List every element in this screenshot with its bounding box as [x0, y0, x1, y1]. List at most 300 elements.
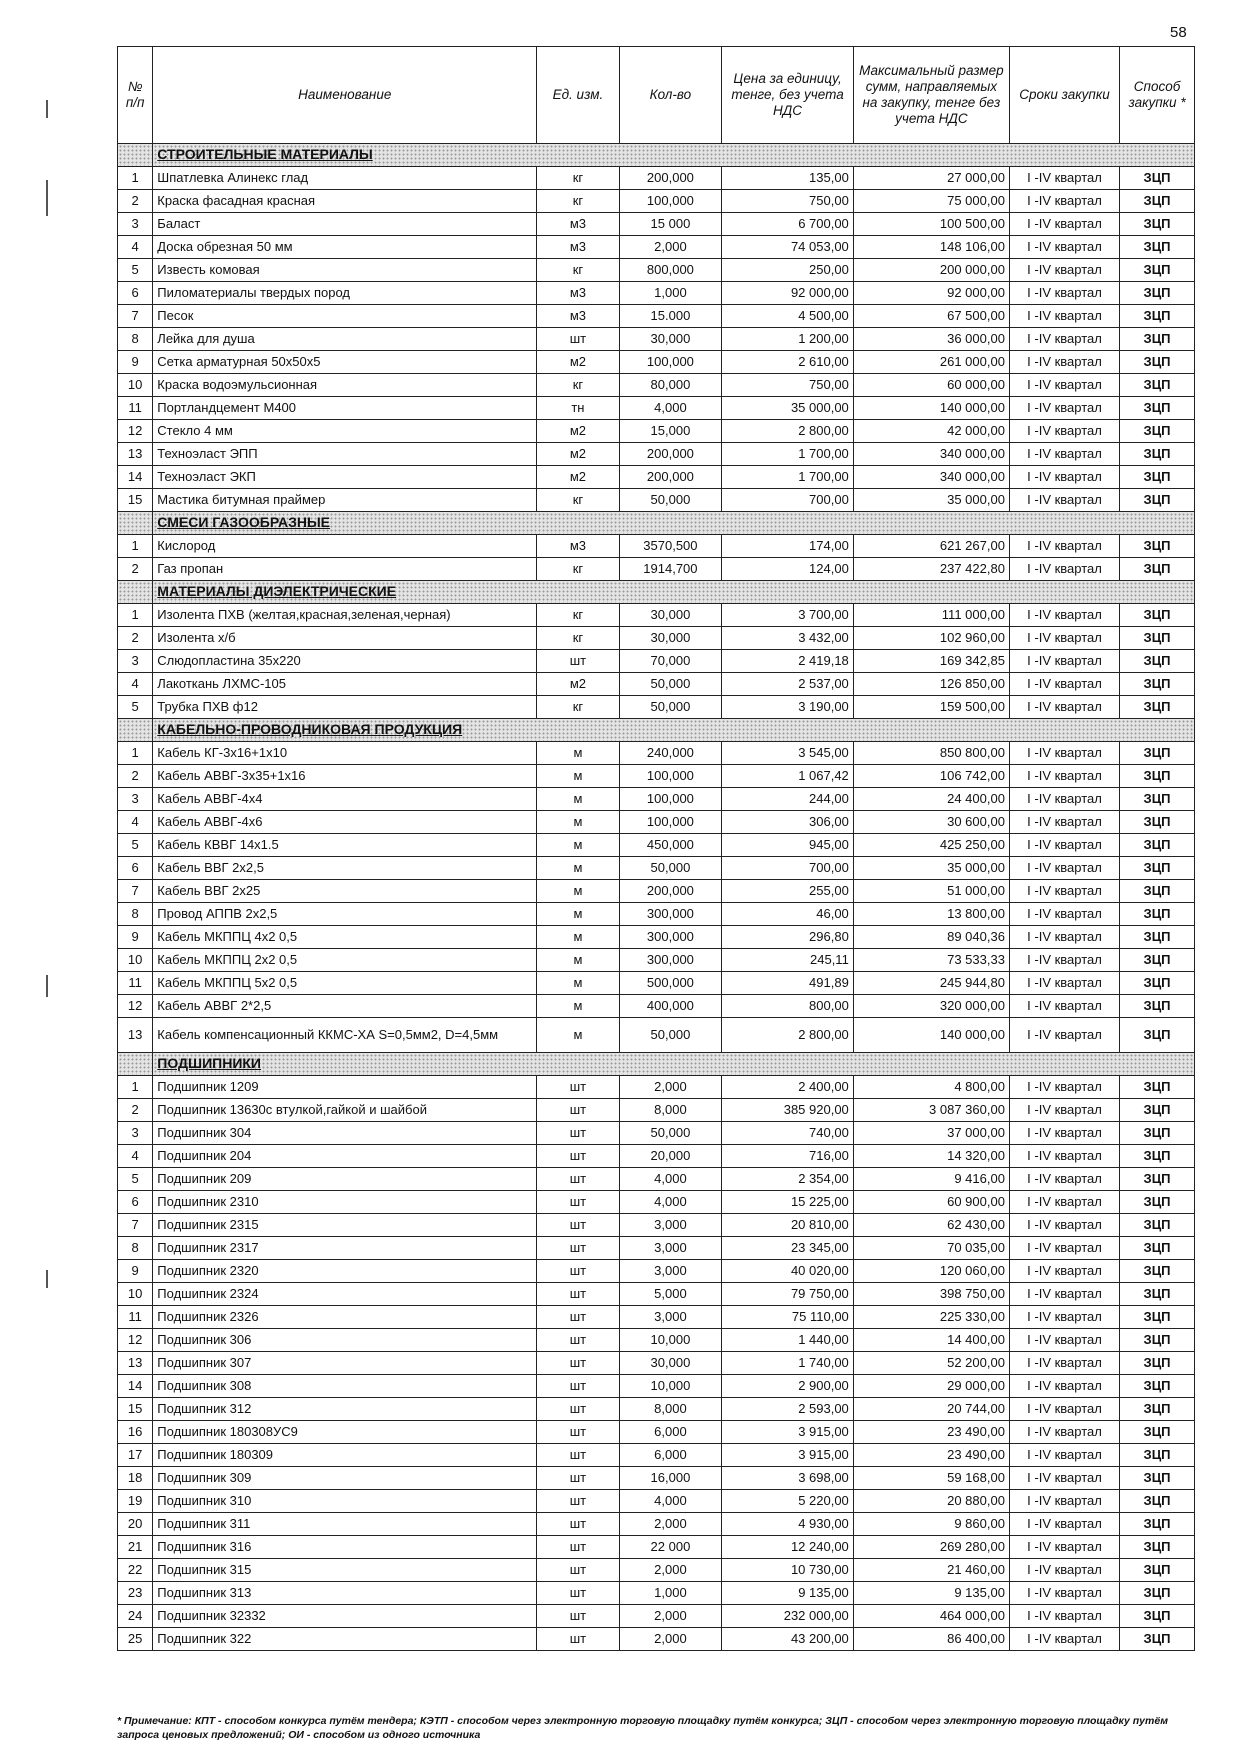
table-row: [118, 466, 1195, 489]
section-spacer: [118, 719, 153, 742]
item-unit: м: [537, 949, 619, 972]
item-unit: шт: [537, 1306, 619, 1329]
item-term: I -IV квартал: [1009, 1237, 1119, 1260]
item-name: Техноэласт ЭПП: [153, 443, 537, 466]
row-number: 1: [118, 1076, 153, 1099]
header-unit: Ед. изм.: [537, 47, 619, 144]
item-unit: кг: [537, 696, 619, 719]
row-number: 9: [118, 926, 153, 949]
row-number: 11: [118, 972, 153, 995]
item-method: ЗЦП: [1120, 558, 1195, 581]
item-term: I -IV квартал: [1009, 328, 1119, 351]
header-term: Сроки закупки: [1009, 47, 1119, 144]
table-row: [118, 190, 1195, 213]
row-number: 7: [118, 880, 153, 903]
table-row: [118, 972, 1195, 995]
item-term: I -IV квартал: [1009, 351, 1119, 374]
item-method: ЗЦП: [1120, 1018, 1195, 1053]
row-number: 16: [118, 1421, 153, 1444]
item-unit: шт: [537, 1490, 619, 1513]
item-name: Подшипник 310: [153, 1490, 537, 1513]
item-quantity: 100,000: [619, 788, 722, 811]
item-max-sum: 35 000,00: [853, 489, 1009, 512]
item-term: I -IV квартал: [1009, 1214, 1119, 1237]
item-term: I -IV квартал: [1009, 190, 1119, 213]
scan-mark: [46, 180, 48, 216]
item-unit: м2: [537, 420, 619, 443]
table-row: [118, 351, 1195, 374]
item-term: I -IV квартал: [1009, 558, 1119, 581]
item-unit-price: 79 750,00: [722, 1283, 854, 1306]
item-max-sum: 340 000,00: [853, 466, 1009, 489]
item-quantity: 2,000: [619, 1076, 722, 1099]
item-max-sum: 850 800,00: [853, 742, 1009, 765]
item-unit-price: 244,00: [722, 788, 854, 811]
row-number: 9: [118, 1260, 153, 1283]
item-quantity: 1,000: [619, 1582, 722, 1605]
item-name: Кабель ВВГ 2х2,5: [153, 857, 537, 880]
row-number: 6: [118, 1191, 153, 1214]
item-unit: тн: [537, 397, 619, 420]
table-row: [118, 1214, 1195, 1237]
item-method: ЗЦП: [1120, 420, 1195, 443]
item-quantity: 500,000: [619, 972, 722, 995]
item-unit: шт: [537, 1352, 619, 1375]
item-quantity: 2,000: [619, 1628, 722, 1651]
item-unit: шт: [537, 1559, 619, 1582]
item-method: ЗЦП: [1120, 1076, 1195, 1099]
item-term: I -IV квартал: [1009, 1099, 1119, 1122]
item-unit-price: 5 220,00: [722, 1490, 854, 1513]
item-method: ЗЦП: [1120, 374, 1195, 397]
item-unit-price: 232 000,00: [722, 1605, 854, 1628]
item-unit: кг: [537, 627, 619, 650]
item-unit-price: 174,00: [722, 535, 854, 558]
item-unit-price: 800,00: [722, 995, 854, 1018]
table-row: [118, 834, 1195, 857]
item-term: I -IV квартал: [1009, 995, 1119, 1018]
item-method: ЗЦП: [1120, 489, 1195, 512]
item-term: I -IV квартал: [1009, 604, 1119, 627]
item-quantity: 50,000: [619, 696, 722, 719]
item-name: Сетка арматурная 50х50х5: [153, 351, 537, 374]
item-name: Шпатлевка Алинекс глад: [153, 167, 537, 190]
item-unit-price: 40 020,00: [722, 1260, 854, 1283]
header-name: Наименование: [153, 47, 537, 144]
row-number: 5: [118, 834, 153, 857]
row-number: 18: [118, 1467, 153, 1490]
item-method: ЗЦП: [1120, 190, 1195, 213]
item-unit: шт: [537, 1605, 619, 1628]
item-max-sum: 225 330,00: [853, 1306, 1009, 1329]
item-unit-price: 3 700,00: [722, 604, 854, 627]
table-row: [118, 788, 1195, 811]
row-number: 2: [118, 765, 153, 788]
table-row: [118, 949, 1195, 972]
table-row: [118, 1237, 1195, 1260]
item-unit: м2: [537, 351, 619, 374]
row-number: 8: [118, 1237, 153, 1260]
item-max-sum: 67 500,00: [853, 305, 1009, 328]
table-row: [118, 673, 1195, 696]
item-method: ЗЦП: [1120, 305, 1195, 328]
item-name: Стекло 4 мм: [153, 420, 537, 443]
item-name: Подшипник 13630с втулкой,гайкой и шайбой: [153, 1099, 537, 1122]
item-method: ЗЦП: [1120, 604, 1195, 627]
item-term: I -IV квартал: [1009, 1076, 1119, 1099]
table-row: [118, 213, 1195, 236]
row-number: 4: [118, 673, 153, 696]
item-unit: м3: [537, 213, 619, 236]
item-max-sum: 37 000,00: [853, 1122, 1009, 1145]
item-unit: кг: [537, 190, 619, 213]
table-row: [118, 236, 1195, 259]
row-number: 20: [118, 1513, 153, 1536]
table-row: [118, 1329, 1195, 1352]
item-method: ЗЦП: [1120, 535, 1195, 558]
item-unit: кг: [537, 374, 619, 397]
item-term: I -IV квартал: [1009, 857, 1119, 880]
item-name: Баласт: [153, 213, 537, 236]
table-row: [118, 765, 1195, 788]
item-unit: м2: [537, 673, 619, 696]
item-unit-price: 2 419,18: [722, 650, 854, 673]
item-term: I -IV квартал: [1009, 903, 1119, 926]
item-max-sum: 261 000,00: [853, 351, 1009, 374]
item-quantity: 100,000: [619, 811, 722, 834]
item-quantity: 300,000: [619, 903, 722, 926]
row-number: 25: [118, 1628, 153, 1651]
item-term: I -IV квартал: [1009, 443, 1119, 466]
table-row: [118, 995, 1195, 1018]
item-max-sum: 148 106,00: [853, 236, 1009, 259]
item-name: Лейка для душа: [153, 328, 537, 351]
item-max-sum: 13 800,00: [853, 903, 1009, 926]
item-quantity: 30,000: [619, 604, 722, 627]
item-unit-price: 35 000,00: [722, 397, 854, 420]
item-method: ЗЦП: [1120, 1306, 1195, 1329]
item-unit: м2: [537, 443, 619, 466]
item-quantity: 3,000: [619, 1306, 722, 1329]
item-name: Подшипник 180309: [153, 1444, 537, 1467]
item-unit: шт: [537, 1145, 619, 1168]
row-number: 22: [118, 1559, 153, 1582]
item-term: I -IV квартал: [1009, 880, 1119, 903]
item-method: ЗЦП: [1120, 1329, 1195, 1352]
section-title: ПОДШИПНИКИ: [153, 1053, 1195, 1076]
item-method: ЗЦП: [1120, 1122, 1195, 1145]
item-method: ЗЦП: [1120, 880, 1195, 903]
item-quantity: 3,000: [619, 1214, 722, 1237]
item-max-sum: 120 060,00: [853, 1260, 1009, 1283]
item-unit: шт: [537, 1099, 619, 1122]
item-quantity: 200,000: [619, 880, 722, 903]
item-max-sum: 51 000,00: [853, 880, 1009, 903]
item-unit-price: 46,00: [722, 903, 854, 926]
item-unit: м: [537, 880, 619, 903]
row-number: 10: [118, 374, 153, 397]
item-name: Подшипник 2310: [153, 1191, 537, 1214]
table-row: [118, 443, 1195, 466]
item-unit: кг: [537, 604, 619, 627]
item-method: ЗЦП: [1120, 788, 1195, 811]
item-name: Подшипник 2326: [153, 1306, 537, 1329]
table-row: [118, 1352, 1195, 1375]
table-row: [118, 857, 1195, 880]
item-unit-price: 124,00: [722, 558, 854, 581]
item-quantity: 800,000: [619, 259, 722, 282]
item-quantity: 200,000: [619, 443, 722, 466]
table-row: [118, 1490, 1195, 1513]
scan-mark: [46, 975, 48, 997]
item-name: Кабель МКППЦ 5х2 0,5: [153, 972, 537, 995]
table-row: [118, 1018, 1195, 1053]
item-name: Подшипник 2317: [153, 1237, 537, 1260]
table-row: [118, 305, 1195, 328]
item-method: ЗЦП: [1120, 1582, 1195, 1605]
item-unit-price: 2 593,00: [722, 1398, 854, 1421]
item-name: Изолента х/б: [153, 627, 537, 650]
table-row: [118, 1582, 1195, 1605]
item-term: I -IV квартал: [1009, 926, 1119, 949]
table-row: [118, 1306, 1195, 1329]
table-row: [118, 1191, 1195, 1214]
item-unit: шт: [537, 1467, 619, 1490]
item-method: ЗЦП: [1120, 673, 1195, 696]
item-max-sum: 75 000,00: [853, 190, 1009, 213]
item-max-sum: 106 742,00: [853, 765, 1009, 788]
item-method: ЗЦП: [1120, 351, 1195, 374]
item-max-sum: 29 000,00: [853, 1375, 1009, 1398]
item-max-sum: 23 490,00: [853, 1421, 1009, 1444]
row-number: 5: [118, 259, 153, 282]
item-name: Подшипник 313: [153, 1582, 537, 1605]
item-quantity: 1,000: [619, 282, 722, 305]
item-unit-price: 92 000,00: [722, 282, 854, 305]
table-row: [118, 259, 1195, 282]
item-method: ЗЦП: [1120, 1214, 1195, 1237]
table-row: [118, 1099, 1195, 1122]
table-header-row: [118, 47, 1195, 144]
header-price: Цена за единицу, тенге, без учета НДС: [722, 47, 854, 144]
item-term: I -IV квартал: [1009, 1582, 1119, 1605]
table-row: [118, 397, 1195, 420]
row-number: 19: [118, 1490, 153, 1513]
item-max-sum: 111 000,00: [853, 604, 1009, 627]
item-unit: шт: [537, 1421, 619, 1444]
table-row: [118, 489, 1195, 512]
row-number: 13: [118, 1018, 153, 1053]
item-method: ЗЦП: [1120, 949, 1195, 972]
header-method: Способ закупки *: [1120, 47, 1195, 144]
item-unit-price: 245,11: [722, 949, 854, 972]
item-quantity: 2,000: [619, 1605, 722, 1628]
item-quantity: 10,000: [619, 1329, 722, 1352]
item-term: I -IV квартал: [1009, 972, 1119, 995]
item-unit: шт: [537, 1628, 619, 1651]
item-method: ЗЦП: [1120, 1283, 1195, 1306]
row-number: 14: [118, 1375, 153, 1398]
item-unit-price: 1 700,00: [722, 466, 854, 489]
item-term: I -IV квартал: [1009, 420, 1119, 443]
item-name: Подшипник 316: [153, 1536, 537, 1559]
item-max-sum: 86 400,00: [853, 1628, 1009, 1651]
item-method: ЗЦП: [1120, 167, 1195, 190]
item-method: ЗЦП: [1120, 650, 1195, 673]
section-spacer: [118, 512, 153, 535]
item-max-sum: 92 000,00: [853, 282, 1009, 305]
item-name: Пиломатериалы твердых пород: [153, 282, 537, 305]
item-max-sum: 62 430,00: [853, 1214, 1009, 1237]
item-quantity: 1914,700: [619, 558, 722, 581]
item-unit: м: [537, 903, 619, 926]
item-unit-price: 2 610,00: [722, 351, 854, 374]
item-max-sum: 9 416,00: [853, 1168, 1009, 1191]
item-name: Лакоткань ЛХМС-105: [153, 673, 537, 696]
item-max-sum: 73 533,33: [853, 949, 1009, 972]
item-unit-price: 3 432,00: [722, 627, 854, 650]
item-max-sum: 621 267,00: [853, 535, 1009, 558]
item-method: ЗЦП: [1120, 1628, 1195, 1651]
item-term: I -IV квартал: [1009, 696, 1119, 719]
item-unit: шт: [537, 1191, 619, 1214]
item-unit: шт: [537, 1237, 619, 1260]
item-unit: шт: [537, 1536, 619, 1559]
item-quantity: 2,000: [619, 1559, 722, 1582]
item-unit-price: 385 920,00: [722, 1099, 854, 1122]
item-name: Подшипник 312: [153, 1398, 537, 1421]
item-method: ЗЦП: [1120, 834, 1195, 857]
item-method: ЗЦП: [1120, 765, 1195, 788]
item-term: I -IV квартал: [1009, 1421, 1119, 1444]
item-max-sum: 340 000,00: [853, 443, 1009, 466]
item-name: Подшипник 304: [153, 1122, 537, 1145]
item-name: Подшипник 308: [153, 1375, 537, 1398]
item-unit: шт: [537, 1398, 619, 1421]
item-name: Кабель ВВГ 2х25: [153, 880, 537, 903]
item-max-sum: 89 040,36: [853, 926, 1009, 949]
item-method: ЗЦП: [1120, 1513, 1195, 1536]
item-name: Портландцемент М400: [153, 397, 537, 420]
item-method: ЗЦП: [1120, 1099, 1195, 1122]
row-number: 21: [118, 1536, 153, 1559]
item-name: Подшипник 209: [153, 1168, 537, 1191]
item-quantity: 200,000: [619, 167, 722, 190]
row-number: 3: [118, 650, 153, 673]
scan-mark: [46, 1270, 48, 1288]
item-term: I -IV квартал: [1009, 374, 1119, 397]
item-name: Краска водоэмульсионная: [153, 374, 537, 397]
procurement-table: [117, 46, 1195, 1651]
section-title: МАТЕРИАЛЫ ДИЭЛЕКТРИЧЕСКИЕ: [153, 581, 1195, 604]
item-quantity: 2,000: [619, 1513, 722, 1536]
item-unit: шт: [537, 1214, 619, 1237]
item-unit-price: 296,80: [722, 926, 854, 949]
item-max-sum: 126 850,00: [853, 673, 1009, 696]
item-unit-price: 1 067,42: [722, 765, 854, 788]
item-unit: м: [537, 811, 619, 834]
header-qty: Кол-во: [619, 47, 722, 144]
item-name: Кабель АВВГ-4х4: [153, 788, 537, 811]
item-quantity: 50,000: [619, 673, 722, 696]
row-number: 4: [118, 811, 153, 834]
item-unit: шт: [537, 1260, 619, 1283]
item-unit: шт: [537, 1444, 619, 1467]
item-method: ЗЦП: [1120, 213, 1195, 236]
row-number: 8: [118, 328, 153, 351]
item-unit-price: 2 400,00: [722, 1076, 854, 1099]
table-row: [118, 1375, 1195, 1398]
item-unit-price: 700,00: [722, 489, 854, 512]
item-name: Провод АППВ 2х2,5: [153, 903, 537, 926]
item-unit-price: 9 135,00: [722, 1582, 854, 1605]
item-unit: м: [537, 765, 619, 788]
item-method: ЗЦП: [1120, 1444, 1195, 1467]
item-quantity: 4,000: [619, 1168, 722, 1191]
item-max-sum: 52 200,00: [853, 1352, 1009, 1375]
item-name: Кабель МКППЦ 2х2 0,5: [153, 949, 537, 972]
row-number: 15: [118, 1398, 153, 1421]
item-term: I -IV квартал: [1009, 650, 1119, 673]
row-number: 3: [118, 1122, 153, 1145]
item-max-sum: 100 500,00: [853, 213, 1009, 236]
item-name: Подшипник 180308УС9: [153, 1421, 537, 1444]
item-method: ЗЦП: [1120, 1168, 1195, 1191]
item-name: Подшипник 32332: [153, 1605, 537, 1628]
row-number: 12: [118, 420, 153, 443]
item-max-sum: 4 800,00: [853, 1076, 1009, 1099]
item-name: Мастика битумная праймер: [153, 489, 537, 512]
item-max-sum: 102 960,00: [853, 627, 1009, 650]
item-name: Газ пропан: [153, 558, 537, 581]
section-spacer: [118, 581, 153, 604]
item-unit-price: 1 200,00: [722, 328, 854, 351]
item-method: ЗЦП: [1120, 1467, 1195, 1490]
item-method: ЗЦП: [1120, 1490, 1195, 1513]
item-term: I -IV квартал: [1009, 535, 1119, 558]
item-unit: кг: [537, 489, 619, 512]
item-unit: м: [537, 742, 619, 765]
table-row: [118, 1421, 1195, 1444]
item-method: ЗЦП: [1120, 259, 1195, 282]
item-max-sum: 70 035,00: [853, 1237, 1009, 1260]
table-row: [118, 1513, 1195, 1536]
row-number: 2: [118, 1099, 153, 1122]
table-row: [118, 880, 1195, 903]
item-quantity: 450,000: [619, 834, 722, 857]
item-unit: шт: [537, 1513, 619, 1536]
row-number: 5: [118, 696, 153, 719]
item-unit: шт: [537, 1168, 619, 1191]
item-unit-price: 2 800,00: [722, 1018, 854, 1053]
section-title: СТРОИТЕЛЬНЫЕ МАТЕРИАЛЫ: [153, 144, 1195, 167]
row-number: 2: [118, 190, 153, 213]
item-unit-price: 3 190,00: [722, 696, 854, 719]
item-quantity: 240,000: [619, 742, 722, 765]
item-max-sum: 59 168,00: [853, 1467, 1009, 1490]
row-number: 8: [118, 903, 153, 926]
item-unit-price: 491,89: [722, 972, 854, 995]
header-sum: Максимальный размер сумм, направляемых на закупку, тенге без учета НДС: [853, 47, 1009, 144]
item-max-sum: 245 944,80: [853, 972, 1009, 995]
item-max-sum: 398 750,00: [853, 1283, 1009, 1306]
row-number: 23: [118, 1582, 153, 1605]
section-spacer: [118, 1053, 153, 1076]
section-title: КАБЕЛЬНО-ПРОВОДНИКОВАЯ ПРОДУКЦИЯ: [153, 719, 1195, 742]
item-quantity: 8,000: [619, 1099, 722, 1122]
item-unit-price: 750,00: [722, 374, 854, 397]
item-max-sum: 60 000,00: [853, 374, 1009, 397]
